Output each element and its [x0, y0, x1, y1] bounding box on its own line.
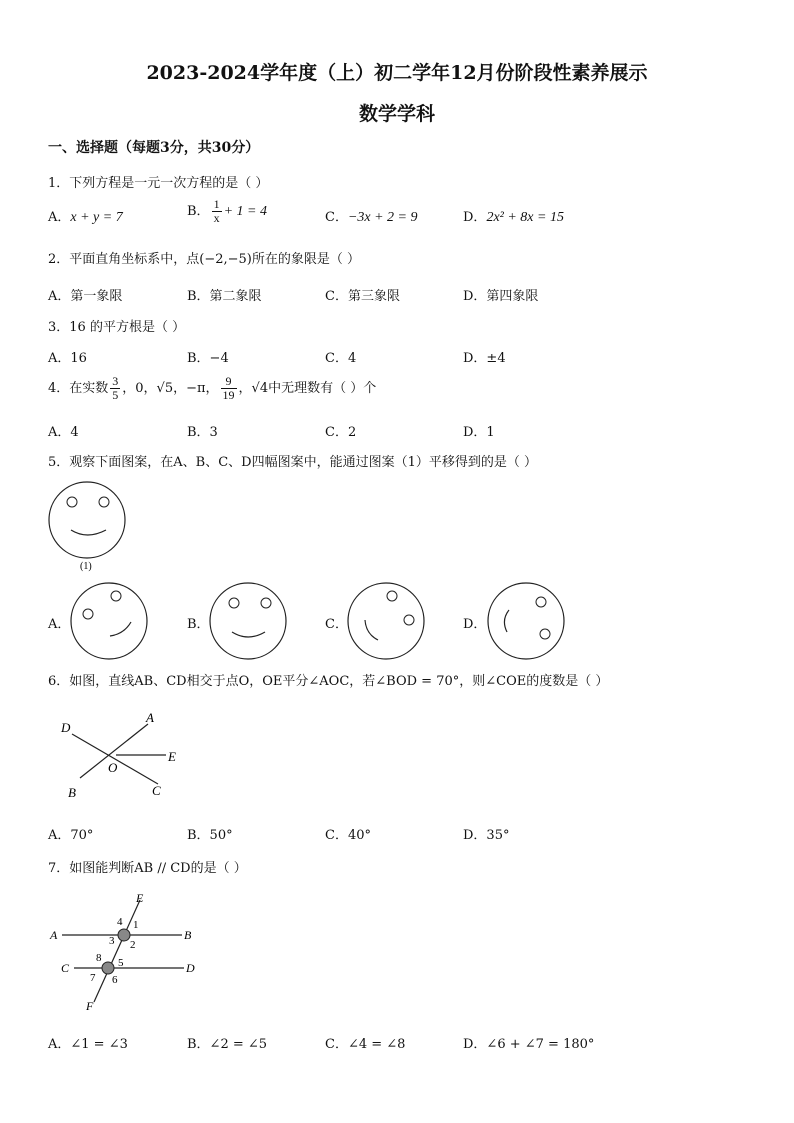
q7-label-d: D: [186, 961, 195, 975]
q4-fraction-1: [110, 375, 120, 402]
q7-label-c: C: [61, 961, 70, 975]
q7-option-d: D．∠6 + ∠7 = 180°: [463, 1037, 595, 1052]
q7-option-c: C．∠4 = ∠8: [325, 1037, 406, 1052]
q7-option-b: B．∠2 = ∠5: [187, 1037, 268, 1052]
q1-option-b-rest: + 1 = 4: [223, 204, 267, 219]
q1-option-a: [48, 206, 123, 226]
q6-line-dc: [72, 734, 158, 784]
q3-option-a: A．16: [48, 351, 87, 366]
subject-title: 数学学科: [358, 103, 435, 125]
q1-option-b: [187, 198, 267, 225]
q7-intersection-top: [118, 929, 130, 941]
q4-fraction-2-denominator: 19: [222, 388, 235, 402]
q5-option-a-face: [68, 580, 152, 664]
q6-option-b: B．50°: [187, 828, 233, 843]
q7-angle-2: 2: [130, 939, 136, 951]
q6-stem: 6．如图，直线AB、CD相交于点O，OE平分∠AOC，若∠BOD = 70°，则∠COE的度数是（ ）: [48, 674, 609, 689]
q1-option-a-expr: x + y = 7: [70, 210, 123, 225]
q1-option-c-letter: C．: [325, 210, 348, 225]
q4-option-a: A．4: [48, 425, 79, 440]
q1-option-d-letter: D．: [463, 210, 487, 225]
exam-title: 2023-2024学年度（上）初二学年12月份阶段性素养展示: [146, 62, 648, 84]
section-heading: 一、选择题（每题3分，共30分）: [48, 140, 260, 156]
q2-option-b: B．第二象限: [187, 289, 262, 304]
q2-option-a: A．第一象限: [48, 289, 123, 304]
q6-figure: [54, 708, 194, 802]
q7-label-b: B: [184, 928, 192, 942]
q5-option-b: B．: [187, 617, 210, 632]
q2-stem: 2．平面直角坐标系中，点(−2,−5)所在的象限是（ ）: [48, 252, 361, 267]
q4-option-b: B．3: [187, 425, 218, 440]
q2-option-c: C．第三象限: [325, 289, 400, 304]
q5-option-a: A．: [48, 617, 71, 632]
q7-angle-6: 6: [112, 974, 118, 986]
q6-label-o: O: [108, 760, 118, 775]
q4-stem-middle: ，0，√5，−π，: [122, 381, 219, 396]
q1-option-c: [325, 206, 418, 226]
q7-intersection-bottom: [102, 962, 114, 974]
q7-label-a: A: [50, 928, 58, 942]
q4-fraction-2: [221, 375, 237, 402]
q7-stem: 7．如图能判断AB // CD的是（ ）: [48, 861, 247, 876]
q4-stem-suffix: ，√4中无理数有（ ）个: [238, 381, 377, 396]
q4-fraction-2-numerator: 9: [221, 375, 237, 389]
q3-option-c: C．4: [325, 351, 357, 366]
q7-angle-5: 5: [118, 957, 124, 969]
q1-option-d-expr: 2x² + 8x = 15: [486, 210, 564, 225]
q6-option-c: C．40°: [325, 828, 371, 843]
q7-angle-1: 1: [133, 919, 139, 931]
q7-angle-8: 8: [96, 952, 102, 964]
q6-label-c: C: [152, 783, 161, 798]
q4-stem-prefix: 4．在实数: [48, 381, 109, 396]
q4-fraction-1-denominator: 5: [112, 388, 119, 402]
q3-option-d: D．±4: [463, 351, 506, 366]
q4-option-c: C．2: [325, 425, 357, 440]
q7-label-f: F: [86, 999, 94, 1013]
q1-stem: 1．下列方程是一元一次方程的是（ ）: [48, 176, 269, 191]
q7-angle-3: 3: [109, 935, 115, 947]
q1-option-b-letter: B．: [187, 204, 210, 219]
q4-option-d: D．1: [463, 425, 495, 440]
q1-option-b-denominator: x: [213, 211, 220, 225]
q7-angle-7: 7: [90, 972, 96, 984]
q5-option-d-face: [485, 580, 569, 664]
q6-option-d: D．35°: [463, 828, 510, 843]
q1-option-b-fraction: [212, 198, 222, 225]
q1-option-b-numerator: 1: [213, 197, 220, 211]
q5-figure-1-label: (1): [80, 561, 92, 572]
q5-option-d: D．: [463, 617, 487, 632]
q6-label-a: A: [146, 710, 154, 725]
q1-option-d: [463, 206, 564, 226]
q7-label-e: E: [136, 891, 144, 905]
q4-stem: [48, 375, 376, 402]
q5-option-c-face: [345, 580, 429, 664]
q3-stem: 3．16 的平方根是（ ）: [48, 320, 186, 335]
q6-option-a: A．70°: [48, 828, 94, 843]
q6-label-d: D: [61, 720, 71, 735]
q5-stem: 5．观察下面图案，在A、B、C、D四幅图案中，能通过图案（1）平移得到的是（ ）: [48, 455, 537, 470]
q5-option-c: C．: [325, 617, 348, 632]
q5-option-b-face: [207, 580, 291, 664]
q6-label-e: E: [168, 749, 176, 764]
q2-option-d: D．第四象限: [463, 289, 539, 304]
q4-fraction-1-numerator: 3: [112, 374, 119, 388]
q5-figure-1: [44, 480, 134, 572]
q6-label-b: B: [68, 785, 76, 800]
q1-option-a-letter: A．: [48, 210, 71, 225]
q7-angle-4: 4: [117, 916, 123, 928]
q1-option-c-expr: −3x + 2 = 9: [347, 210, 418, 225]
q7-option-a: A．∠1 = ∠3: [48, 1037, 128, 1052]
q7-figure: [44, 890, 204, 1014]
q3-option-b: B．−4: [187, 351, 229, 366]
